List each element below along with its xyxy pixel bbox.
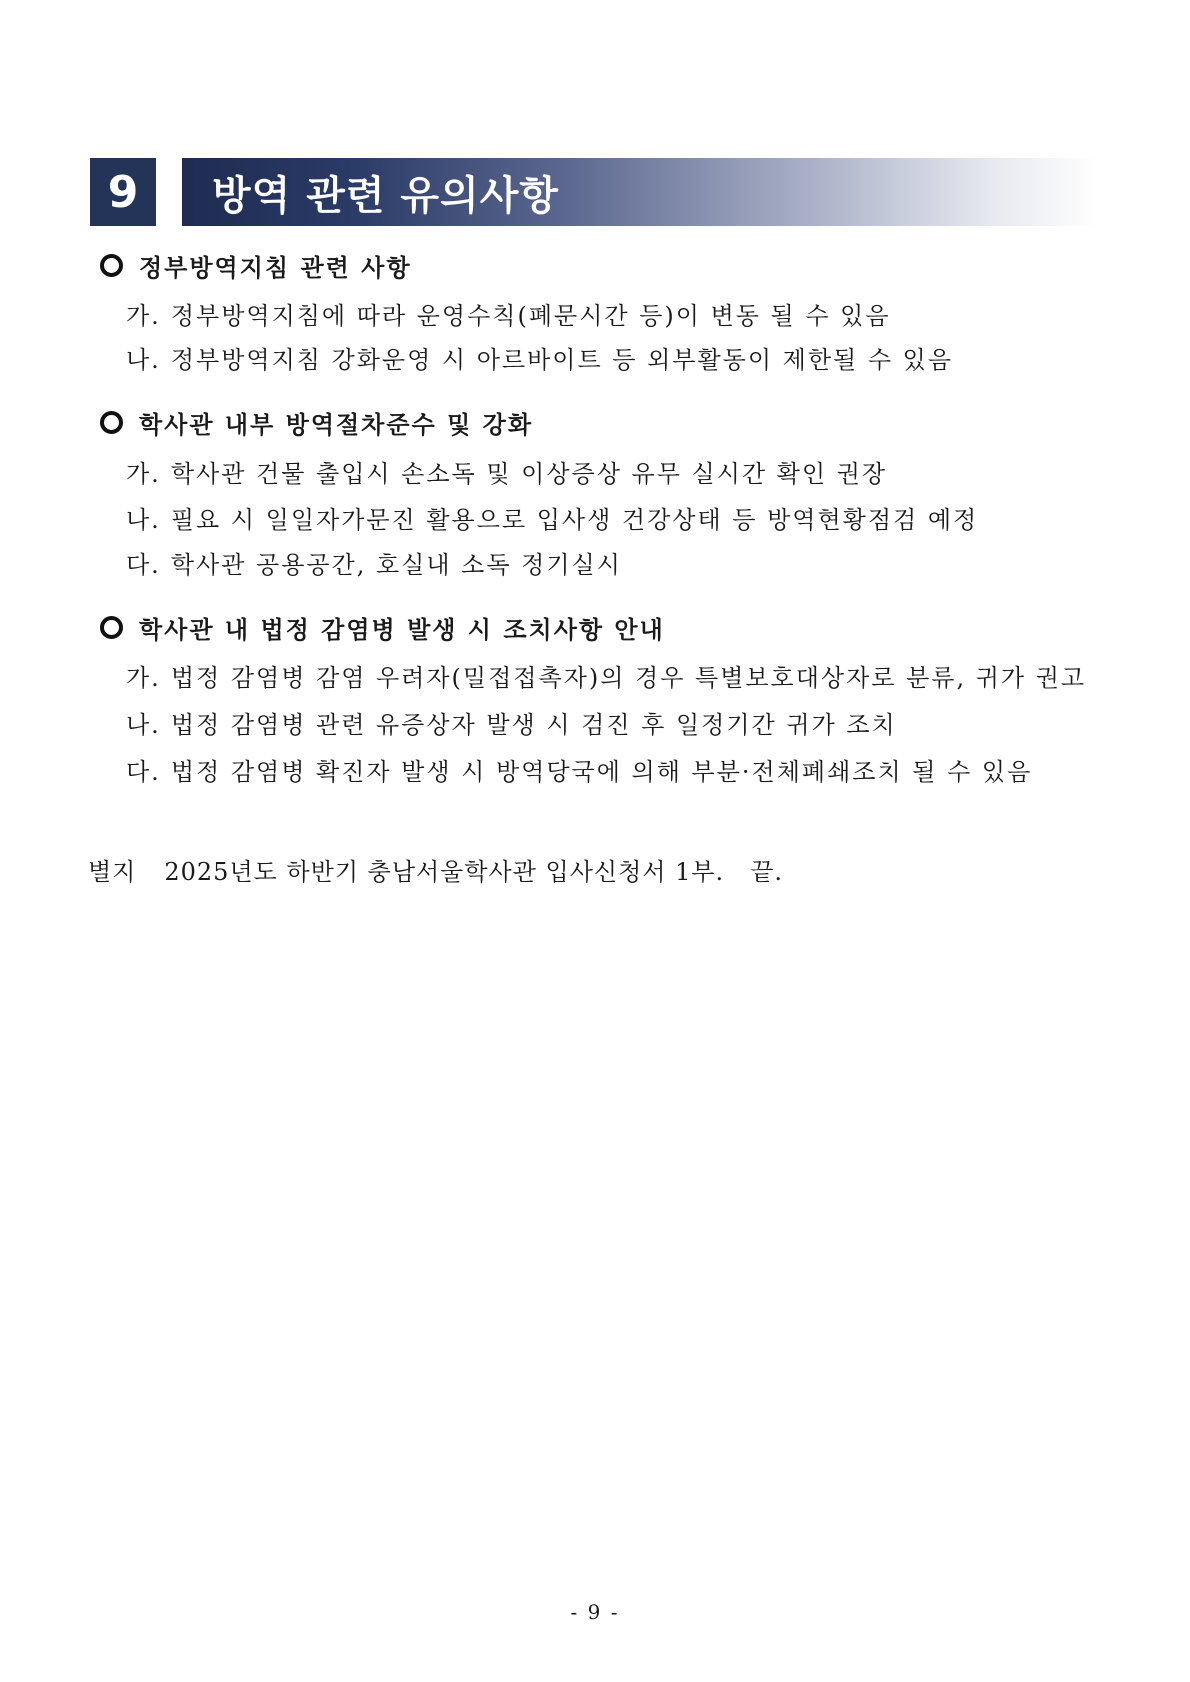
- subsection-heading: 정부방역지침 관련 사항: [100, 248, 412, 283]
- circle-bullet-icon: [100, 411, 123, 434]
- section-title: 방역 관련 유의사항: [212, 172, 559, 219]
- list-item: 나. 정부방역지침 강화운영 시 아르바이트 등 외부활동이 제한될 수 있음: [126, 346, 954, 374]
- list-item: 나. 법정 감염병 관련 유증상자 발생 시 검진 후 일정기간 귀가 조치: [126, 711, 897, 739]
- circle-bullet-icon: [100, 616, 123, 639]
- end-mark: 끝.: [750, 858, 784, 886]
- page-number: - 9 -: [570, 1600, 620, 1624]
- list-item: 다. 법정 감염병 확진자 발생 시 방역당국에 의해 부분·전체폐쇄조치 될 수 있음: [126, 758, 1033, 786]
- list-item: 가. 학사관 건물 출입시 손소독 및 이상증상 유무 실시간 확인 권장: [126, 460, 888, 488]
- subsection-heading: 학사관 내부 방역절차준수 및 강화: [100, 405, 533, 440]
- attachment-text: 2025년도 하반기 충남서울학사관 입사신청서 1부.: [164, 858, 725, 886]
- section-header: [90, 158, 1100, 226]
- section-title-bar: [182, 158, 1100, 226]
- attachment-label: 별지: [88, 858, 137, 886]
- list-item: 가. 정부방역지침에 따라 운영수칙(폐문시간 등)이 변동 될 수 있음: [126, 302, 891, 330]
- list-item: 나. 필요 시 일일자가문진 활용으로 입사생 건강상태 등 방역현황점검 예정: [126, 506, 979, 534]
- attachment-note: [88, 852, 783, 887]
- list-item: 다. 학사관 공용공간, 호실내 소독 정기실시: [126, 551, 622, 579]
- subsection-heading: 학사관 내 법정 감염병 발생 시 조치사항 안내: [100, 610, 665, 645]
- circle-bullet-icon: [100, 254, 123, 277]
- list-item: 가. 법정 감염병 감염 우려자(밀접접촉자)의 경우 특별보호대상자로 분류, 귀가 권고: [126, 664, 1087, 692]
- section-number: 9: [90, 158, 156, 226]
